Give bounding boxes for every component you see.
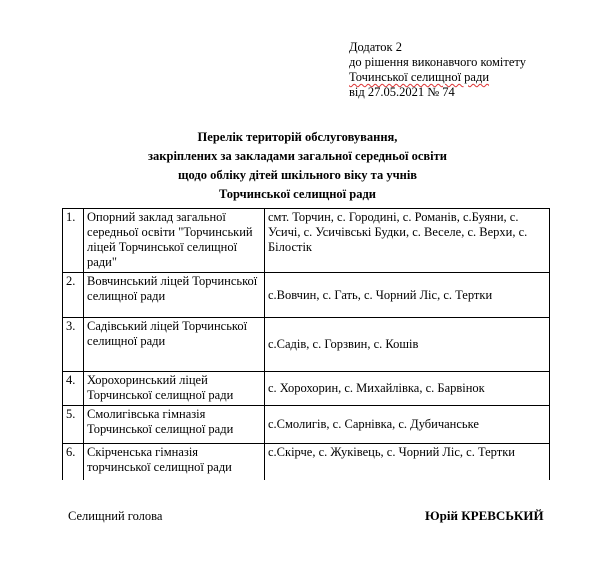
appendix-block [349, 40, 526, 100]
row-number: 1. [63, 209, 84, 273]
page-cut [62, 480, 550, 494]
territory-list: с.Вовчин, с. Гать, с. Чорний Ліс, с. Тертки [265, 273, 550, 318]
territory-list: с.Смолигів, с. Сарнівка, с. Дубичанське [265, 406, 550, 444]
title-line: Перелік територій обслуговування, [197, 130, 398, 144]
territory-list: смт. Торчин, с. Городині, с. Романів, с.Буяни, с. Усичі, с. Усичівські Будки, с. Веселе, с. Верхи, с. Білостік [265, 209, 550, 273]
row-number: 4. [63, 372, 84, 406]
school-name: Скірченська гімназія торчинської селищної ради [84, 444, 265, 484]
signature-name: Юрій КРЕВСЬКИЙ [425, 508, 544, 523]
table-row [63, 406, 550, 444]
school-name: Хорохоринський ліцей Торчинської селищної ради [84, 372, 265, 406]
table-row [63, 318, 550, 372]
title-line: щодо обліку дітей шкільного віку та учнів [177, 168, 418, 182]
table-row [63, 372, 550, 406]
school-name: Смолигівська гімназія Торчинської селищної ради [84, 406, 265, 444]
title-line: закріплених за закладами загальної середньої освіти [148, 149, 447, 163]
appendix-line: від 27.05.2021 № 74 [349, 85, 455, 99]
table-row [63, 273, 550, 318]
appendix-line: Точинської селищної ради [349, 70, 490, 84]
row-number: 3. [63, 318, 84, 372]
table-row [63, 209, 550, 273]
appendix-line: до рішення виконавчого комітету [349, 55, 526, 69]
school-name: Опорний заклад загальної середньої освіти "Торчинський ліцей Торчинської селищної ради" [84, 209, 265, 273]
table-row [63, 444, 550, 484]
territory-list: с.Садів, с. Горзвин, с. Кошів [265, 318, 550, 372]
row-number: 6. [63, 444, 84, 484]
school-name: Садівський ліцей Торчинської селищної ради [84, 318, 265, 372]
row-number: 5. [63, 406, 84, 444]
school-name: Вовчинський ліцей Торчинської селищної ради [84, 273, 265, 318]
document-title [0, 128, 595, 204]
appendix-line: Додаток 2 [349, 40, 402, 54]
territory-list: с.Скірче, с. Жуківець, с. Чорний Ліс, с. Тертки [265, 444, 550, 484]
signature-position: Селищний голова [68, 509, 163, 523]
territory-list: с. Хорохорин, с. Михайлівка, с. Барвінок [265, 372, 550, 406]
territory-table [62, 208, 550, 484]
title-line: Торчинської селищної ради [219, 187, 376, 201]
row-number: 2. [63, 273, 84, 318]
